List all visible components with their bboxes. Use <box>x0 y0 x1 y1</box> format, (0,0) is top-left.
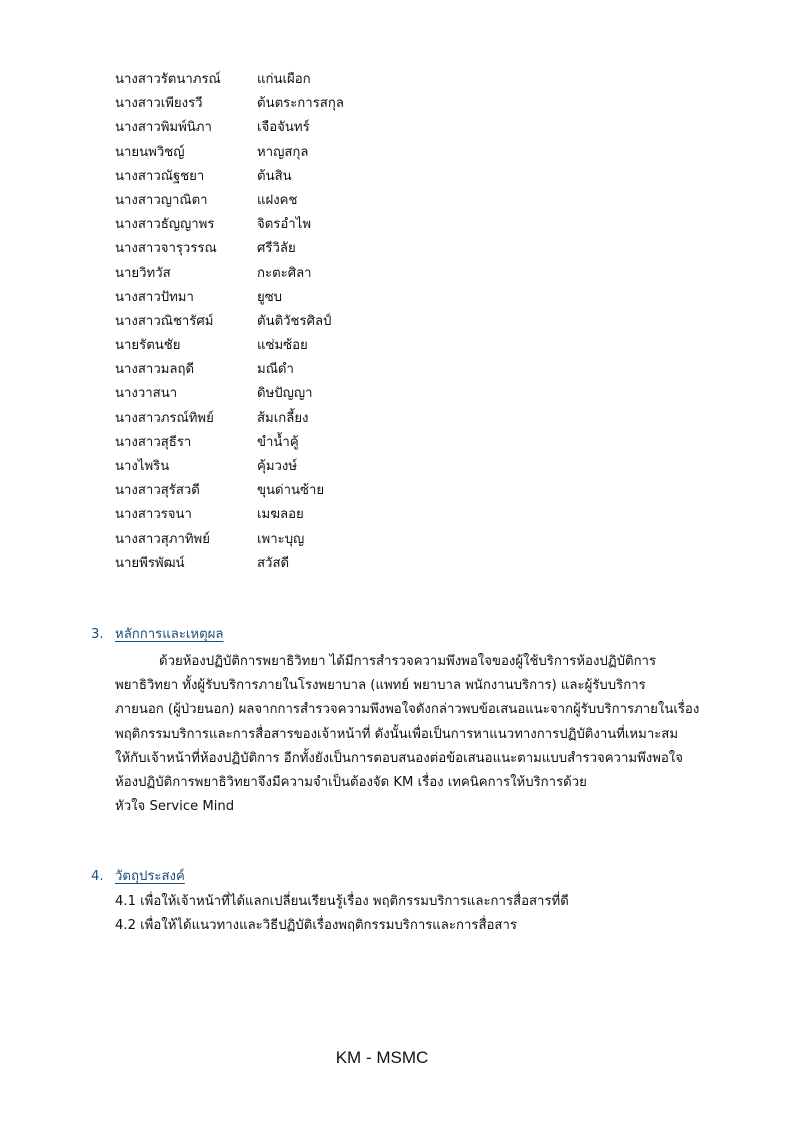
participant-row <box>115 310 415 334</box>
participant-row <box>115 141 415 165</box>
section-heading <box>91 624 711 646</box>
participant-last-name: จิตรอำไพ <box>257 217 312 233</box>
participant-row <box>115 165 415 189</box>
participant-last-name: ขำน้ำคู้ <box>257 434 299 450</box>
participant-last-name: ส้มเกลี้ยง <box>257 410 309 426</box>
objective-list <box>91 890 711 938</box>
participant-first-name: นางสาวสุรัสวดี <box>115 483 200 499</box>
participant-last-name: แซ่มซ้อย <box>257 338 308 354</box>
participant-last-name: ยูซบ <box>257 289 283 305</box>
paragraph-line: ภายนอก (ผู้ป่วยนอก) ผลจากการสำรวจความพึงพอใจดังกล่าวพบข้อเสนอแนะจากผู้รับบริการภายในเรื่อง <box>115 702 700 718</box>
participant-first-name: นางสาวปัทมา <box>115 289 194 305</box>
participant-last-name: คุ้มวงษ์ <box>257 459 298 474</box>
participant-first-name: นางสาวญาณิตา <box>115 192 208 208</box>
participant-last-name: เมฆลอย <box>257 507 304 523</box>
participant-row <box>115 528 415 552</box>
paragraph-line: พฤติกรรมบริการและการสื่อสารของเจ้าหน้าที่ ดังนั้นเพื่อเป็นการหาแนวทางการปฏิบัติงานที่เหมาะสม <box>115 726 679 742</box>
paragraph-line: ห้องปฏิบัติการพยาธิวิทยาจึงมีความจำเป็นต้องจัด KM เรื่อง เทคนิคการให้บริการด้วย <box>115 774 587 790</box>
participant-row <box>115 334 415 358</box>
participant-first-name: นายรัตนชัย <box>115 338 181 354</box>
participant-row <box>115 213 415 237</box>
participant-first-name: นางสาวณิชารัศม์ <box>115 313 214 329</box>
participant-row <box>115 358 415 382</box>
section-number: 3. <box>91 627 104 642</box>
participant-last-name: เจือจันทร์ <box>257 120 310 136</box>
participant-first-name: นางสาวรัตนาภรณ์ <box>115 72 221 87</box>
participant-row <box>115 92 415 116</box>
participant-row <box>115 479 415 503</box>
participant-row <box>115 286 415 310</box>
participant-row <box>115 455 415 479</box>
participant-last-name: สวัสดี <box>257 555 290 571</box>
participant-first-name: นายพีรพัฒน์ <box>115 555 185 571</box>
participant-first-name: นางสาวรจนา <box>115 507 192 523</box>
participant-last-name: ต้นตระการสกุล <box>257 96 344 112</box>
participant-first-name: นางสาวสุธีรา <box>115 434 192 450</box>
page-footer: KM - MSMC <box>335 1048 429 1067</box>
participant-last-name: ดิษปัญญา <box>257 386 313 402</box>
participant-first-name: นางสาวภรณ์ทิพย์ <box>115 410 214 426</box>
participant-row <box>115 503 415 527</box>
section-heading <box>91 866 711 888</box>
paragraph-line: ด้วยห้องปฏิบัติการพยาธิวิทยา ได้มีการสำรวจความพึงพอใจของผู้ใช้บริการห้องปฏิบัติการ <box>159 654 657 669</box>
participant-row <box>115 407 415 431</box>
participant-list <box>115 68 415 576</box>
participant-last-name: หาญสกุล <box>257 144 309 160</box>
participant-last-name: กะตะศิลา <box>257 265 312 281</box>
participant-first-name: นางสาวเพียงรวี <box>115 96 203 112</box>
participant-last-name: ตันติวัชรศิลป์ <box>257 313 332 329</box>
section-number: 4. <box>91 869 104 884</box>
participant-row <box>115 237 415 261</box>
participant-row <box>115 382 415 406</box>
participant-first-name: นางสาวจารุวรรณ <box>115 241 217 257</box>
rationale-paragraph <box>91 650 699 819</box>
participant-first-name: นางสาวณัฐชยา <box>115 168 205 184</box>
section-rationale <box>91 624 711 819</box>
participant-last-name: มณีดำ <box>257 362 294 378</box>
participant-first-name: นางสาวพิมพ์นิภา <box>115 120 212 136</box>
participant-last-name: ต้นสิน <box>257 168 292 184</box>
participant-row <box>115 262 415 286</box>
participant-row <box>115 431 415 455</box>
participant-last-name: ขุนด่านซ้าย <box>257 483 325 499</box>
participant-first-name: นางสาวมลฤดี <box>115 362 195 378</box>
participant-last-name: แก่นเผือก <box>257 72 311 87</box>
participant-first-name: นางสาวธัญญาพร <box>115 217 215 233</box>
participant-first-name: นางวาสนา <box>115 386 178 402</box>
participant-first-name: นางไพริน <box>115 459 170 474</box>
paragraph-line: พยาธิวิทยา ทั้งผู้รับบริการภายในโรงพยาบาล (แพทย์ พยาบาล พนักงานบริการ) และผู้รับบริการ <box>115 678 646 694</box>
paragraph-line: ให้กับเจ้าหน้าที่ห้องปฏิบัติการ อีกทั้งยังเป็นการตอบสนองต่อข้อเสนอแนะตามแบบสำรวจความพึงพอใจ <box>115 750 683 766</box>
participant-row <box>115 116 415 140</box>
objective-item: 4.1 เพื่อให้เจ้าหน้าที่ได้แลกเปลี่ยนเรียนรู้เรื่อง พฤติกรรมบริการและการสื่อสารที่ดี <box>115 894 569 909</box>
participant-last-name: แฝงคช <box>257 192 298 208</box>
participant-last-name: ศรีวิลัย <box>257 241 296 257</box>
participant-first-name: นายนพวิชญ์ <box>115 144 185 160</box>
section-title: วัตถุประสงค์ <box>115 869 185 884</box>
participant-row <box>115 552 415 576</box>
objective-item: 4.2 เพื่อให้ได้แนวทางและวิธีปฏิบัติเรื่องพฤติกรรมบริการและการสื่อสาร <box>115 918 517 934</box>
participant-row <box>115 68 415 92</box>
section-objectives <box>91 866 711 938</box>
paragraph-line: หัวใจ Service Mind <box>115 799 235 815</box>
section-title: หลักการและเหตุผล <box>115 627 224 642</box>
participant-first-name: นางสาวสุภาทิพย์ <box>115 531 210 547</box>
participant-last-name: เพาะบุญ <box>257 531 305 547</box>
participant-row <box>115 189 415 213</box>
participant-first-name: นายวิทวัส <box>115 265 171 281</box>
